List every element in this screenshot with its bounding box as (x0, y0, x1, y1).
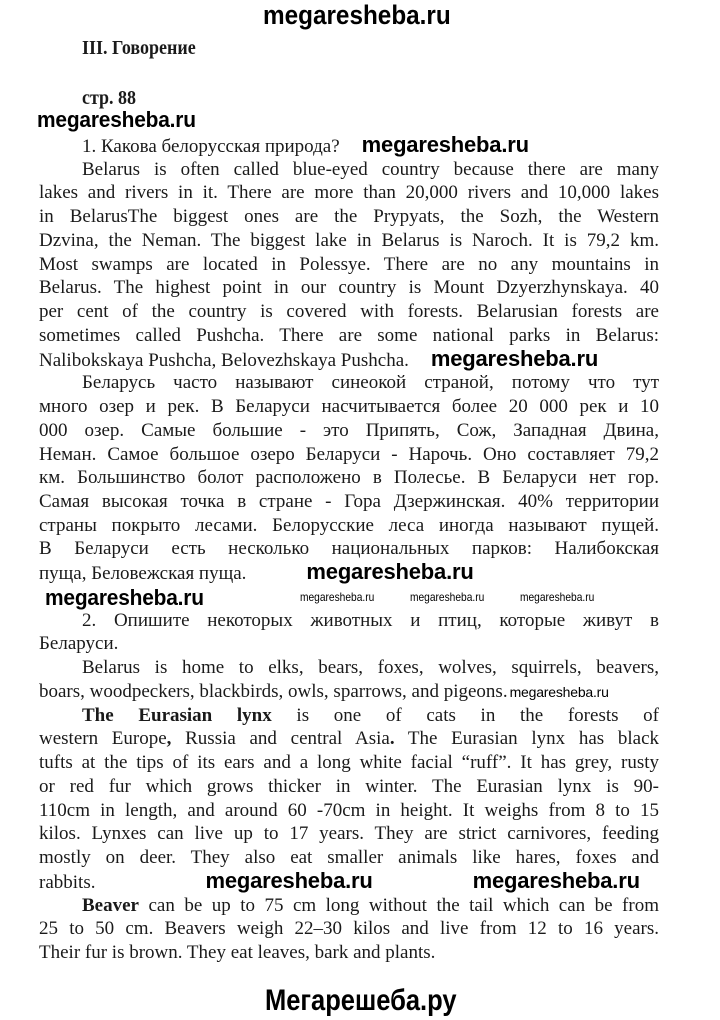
text-segment: Беларуси. (39, 633, 119, 655)
text-segment: western Europe (39, 728, 167, 750)
text-segment: sometimes called Pushcha. There are some national parks in Belarus: (39, 324, 659, 346)
text-line (39, 276, 659, 300)
text-segment: in BelarusThe biggest ones are the Prypyats, the Sozh, the Western (39, 206, 659, 228)
watermark: megaresheba.ru (205, 867, 373, 893)
text-segment: Самая высокая точка в стране - Гора Дзержинская. 40% территории (39, 491, 659, 513)
text-line (39, 419, 659, 443)
text-segment: kilos. Lynxes can live up to 17 years. They are strict carnivores, feeding (39, 823, 659, 845)
text-segment: Belarus is often called blue-eyed country because there are many (82, 158, 659, 180)
text-segment: Dzvina, the Neman. The biggest lake in Belarus is Naroch. It is 79,2 km. (39, 229, 659, 251)
watermark: megaresheba.ru (509, 683, 609, 700)
text-segment: can be up to 75 cm long without the tail which can be from (138, 894, 659, 916)
text-line (39, 680, 659, 704)
watermark: megaresheba.ru (300, 590, 375, 604)
text-line (39, 514, 659, 538)
text-line (39, 609, 659, 633)
text-segment: Russia and central Asia (171, 728, 390, 750)
text-segment: много озер и рек. В Беларуси насчитывается более 20 000 рек и 10 (39, 396, 659, 418)
text-line (39, 537, 659, 561)
text-segment: 000 озер. Самые большие - это Припять, Сож, Западная Двина, (39, 419, 659, 441)
text-segment: 110cm in length, and around 60 -70cm in height. It weighs from 8 to 15 (39, 799, 659, 821)
text-segment: lakes and rivers in it. There are more than 20,000 rivers and 10,000 lakes (39, 182, 659, 204)
text-segment: Their fur is brown. They eat leaves, bark and plants. (39, 941, 436, 963)
text-segment: tufts at the tips of its ears and a long white facial “ruff”. It has grey, rusty (39, 752, 659, 774)
text-line (39, 775, 659, 799)
text-line (39, 300, 659, 324)
text-line (39, 466, 659, 490)
text-segment: per cent of the country is covered with forests. Belarusian forests are (39, 301, 659, 323)
text-segment: 1. Какова белорусская природа? (82, 136, 340, 157)
text-segment: км. Большинство болот расположено в Полесье. В Беларуси нет гор. (39, 467, 659, 489)
text-line (39, 656, 659, 680)
watermark: megaresheba.ru (361, 132, 529, 157)
watermark: megaresheba.ru (306, 559, 474, 585)
text-line (39, 395, 659, 419)
document-body (39, 134, 659, 965)
text-line (39, 727, 659, 751)
watermark: megaresheba.ru (430, 345, 599, 371)
watermark: megaresheba.ru (472, 867, 640, 893)
section-title: III. Говорение (82, 37, 196, 59)
text-segment: Most swamps are located in Polessye. There are no any mountains in (39, 253, 659, 275)
text-line (39, 704, 659, 728)
text-segment: rabbits. (39, 871, 96, 893)
watermark: megaresheba.ru (45, 585, 204, 610)
text-line (39, 490, 659, 514)
text-segment: Беларусь часто называют синеокой страной, потому что тут (82, 372, 659, 394)
text-segment: or red fur which grows thicker in winter. The Eurasian lynx is 90- (39, 775, 659, 797)
text-segment: boars, woodpeckers, blackbirds, owls, sparrows, and pigeons. (39, 680, 508, 702)
text-segment: Неман. Самое большое озеро Беларуси - Нарочь. Оно составляет 79,2 (39, 443, 659, 465)
text-line (39, 324, 659, 348)
watermark: megaresheba.ru (410, 590, 485, 604)
text-line (39, 229, 659, 253)
text-line (39, 443, 659, 467)
watermark-top: megaresheba.ru (263, 0, 451, 30)
text-segment: страны покрыто лесами. Белорусские леса иногда называют пущей. (39, 514, 659, 536)
text-line (39, 345, 659, 372)
watermark: megaresheba.ru (37, 107, 196, 132)
text-line (39, 799, 659, 823)
bold-text: The Eurasian lynx (82, 704, 272, 726)
text-line (39, 894, 659, 918)
bold-text: , (166, 728, 172, 750)
text-line (39, 917, 659, 941)
text-segment: mostly on deer. They also eat smaller animals like hares, foxes and (39, 847, 659, 869)
text-segment: The Eurasian lynx has black (394, 728, 659, 750)
text-line (39, 632, 659, 656)
text-segment: is one of cats in the forests of (271, 704, 659, 726)
text-segment: Belarus is home to elks, bears, foxes, wolves, squirrels, beavers, (82, 657, 659, 679)
text-line (39, 561, 659, 585)
text-segment: В Беларуси есть несколько национальных парков: Налибокская (39, 538, 659, 560)
text-line (39, 941, 659, 965)
text-segment: Nalibokskaya Pushcha, Belovezhskaya Pushcha. (39, 349, 409, 371)
text-line (39, 158, 659, 182)
text-line (39, 846, 659, 870)
bold-text: . (389, 728, 395, 750)
text-line (39, 134, 659, 158)
text-segment: Belarus. The highest point in our country is Mount Dzyerzhynskaya. 40 (39, 277, 659, 299)
text-line (39, 867, 659, 894)
text-line (39, 181, 659, 205)
text-line (39, 205, 659, 229)
text-line (39, 253, 659, 277)
text-line (39, 371, 659, 395)
text-line (39, 751, 659, 775)
text-line (39, 822, 659, 846)
bold-text: Beaver (82, 894, 139, 916)
text-segment: 25 to 50 cm. Beavers weigh 22–30 kilos and live from 12 to 16 years. (39, 918, 659, 940)
text-segment: пуща, Беловежская пуща. (39, 563, 247, 585)
page-reference: стр. 88 (82, 87, 137, 109)
watermark-bottom: Мегарешеба.ру (265, 984, 457, 1017)
text-segment: 2. Опишите некоторых животных и птиц, которые живут в (82, 609, 659, 631)
watermark: megaresheba.ru (520, 590, 595, 604)
